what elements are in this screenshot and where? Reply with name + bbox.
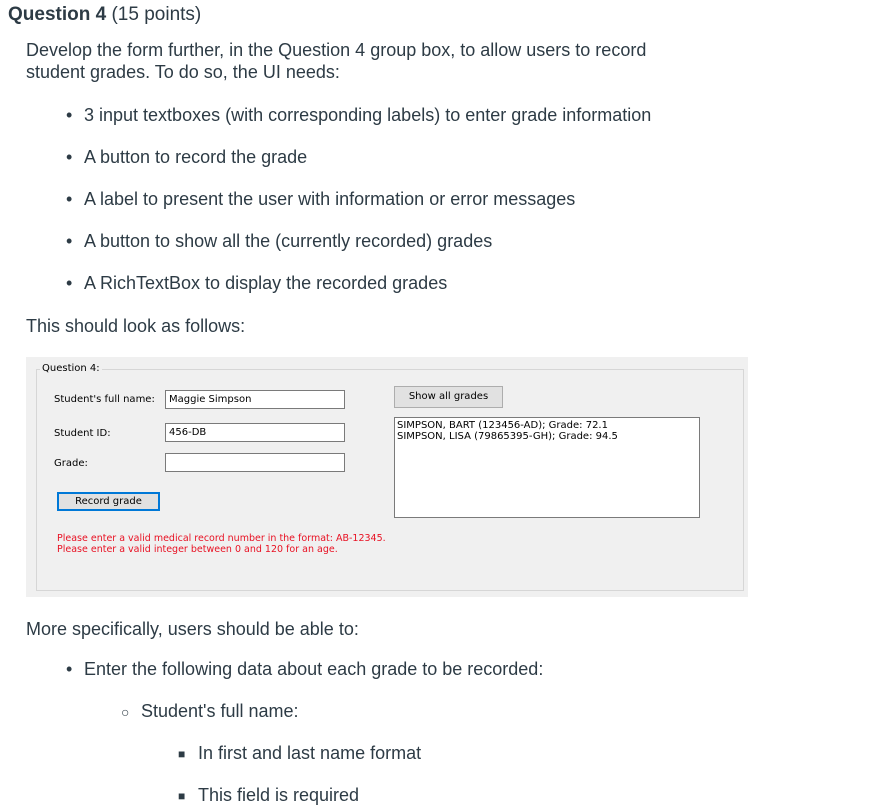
grades-richtextbox[interactable]: [394, 417, 700, 518]
intro-paragraph: [26, 39, 646, 83]
intro-line-2: student grades. To do so, the UI needs:: [26, 62, 340, 82]
bullet-icon: •: [66, 659, 73, 679]
bullet-icon: •: [66, 147, 73, 167]
needs-item: • 3 input textboxes (with corresponding labels) to enter grade information: [66, 105, 652, 125]
groupbox-title: Question 4:: [42, 363, 100, 374]
error-line: Please enter a valid integer between 0 and 120 for an age.: [57, 544, 338, 555]
question-title: [8, 4, 201, 26]
question-number: Question 4: [8, 4, 107, 25]
bullet-icon: •: [66, 189, 73, 209]
bullet-icon: •: [66, 105, 73, 125]
grade-entry: SIMPSON, BART (123456-AD); Grade: 72.1: [397, 420, 608, 431]
requirement-detail: ■ In first and last name format: [178, 743, 422, 763]
show-all-grades-button[interactable]: Show all grades: [394, 386, 503, 408]
name-textbox[interactable]: Maggie Simpson: [165, 390, 345, 409]
student-id-textbox[interactable]: 456-DB: [165, 423, 345, 442]
error-line: Please enter a valid medical record number in the format: AB-12345.: [57, 533, 386, 544]
record-grade-button[interactable]: Record grade: [57, 492, 160, 511]
name-label: Student's full name:: [54, 394, 155, 405]
needs-item: • A RichTextBox to display the recorded grades: [66, 273, 448, 293]
grade-textbox[interactable]: [165, 453, 345, 472]
circle-bullet-icon: ○: [121, 704, 130, 720]
error-message-label: [57, 533, 386, 555]
student-id-label: Student ID:: [54, 428, 111, 439]
requirement-detail: ■ This field is required: [178, 785, 360, 805]
grade-label: Grade:: [54, 458, 88, 469]
grade-entry: SIMPSON, LISA (79865395-GH); Grade: 94.5: [397, 431, 618, 442]
needs-item: • A label to present the user with information or error messages: [66, 189, 576, 209]
needs-item: • A button to show all the (currently recorded) grades: [66, 231, 493, 251]
intro-line-1: Develop the form further, in the Question 4 group box, to allow users to record: [26, 40, 647, 60]
bullet-icon: •: [66, 231, 73, 251]
look-as-text: This should look as follows:: [26, 316, 246, 336]
requirement-subitem: ○ Student's full name:: [121, 701, 299, 721]
question-points: (15 points): [111, 4, 202, 25]
requirement-item: • Enter the following data about each grade to be recorded:: [66, 659, 544, 679]
square-bullet-icon: ■: [178, 789, 186, 803]
form-screenshot: [26, 357, 748, 597]
more-text: More specifically, users should be able to:: [26, 619, 359, 639]
needs-item: • A button to record the grade: [66, 147, 308, 167]
bullet-icon: •: [66, 273, 73, 293]
square-bullet-icon: ■: [178, 747, 186, 761]
